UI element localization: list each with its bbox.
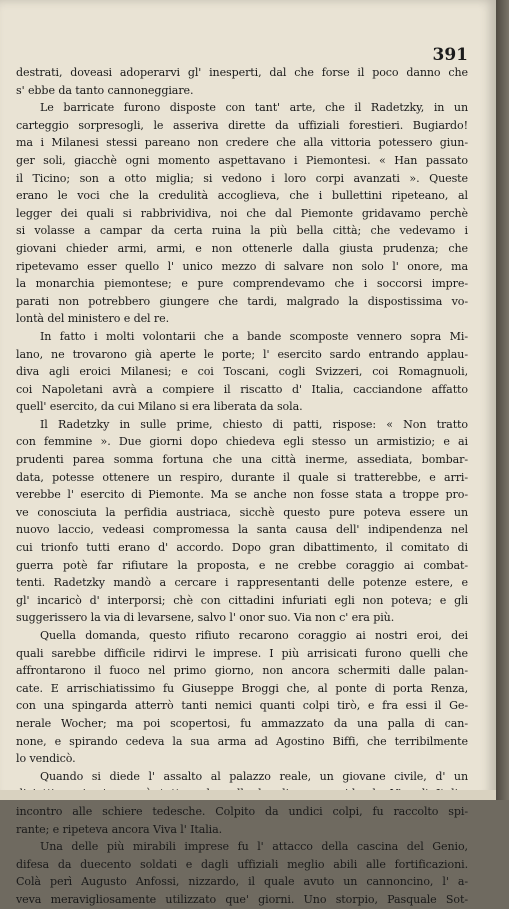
text-line: il Ticino; son a otto miglia; si vedono i loro corpi avanzati ». Queste <box>16 171 468 185</box>
text-line: Il Radetzky in sulle prime, chiesto di patti, rispose: « Non tratto <box>40 417 468 431</box>
text-line: none, e spirando cedeva la sua arma ad Agostino Biffi, che terribilmente <box>16 734 468 748</box>
text-line: lo vendicò. <box>16 752 76 766</box>
text-line: verebbe l' esercito di Piemonte. Ma se anche non fosse stata a troppe pro- <box>16 488 468 502</box>
text-line: difesa da duecento soldati e dagli uffiziali meglio abili alle fortificazioni. <box>16 857 468 871</box>
text-line: ve conosciuta la perfidia austriaca, sicchè questo pure poteva essere un <box>16 505 468 519</box>
text-line: cate. E arrischiatissimo fu Giuseppe Broggi che, al ponte di porta Renza, <box>16 681 468 695</box>
text-line: quell' esercito, da cui Milano si era liberata da sola. <box>16 400 303 414</box>
text-line: incontro alle schiere tedesche. Colpito da undici colpi, fu raccolto spi- <box>16 804 468 818</box>
text-line: ripetevamo esser quello l' unico mezzo di salvare non solo l' onore, ma <box>16 259 468 273</box>
text-line: prudenti parea somma fortuna che una città inerme, assediata, bombar- <box>16 453 468 467</box>
text-line: rante; e ripeteva ancora Viva l' Italia. <box>16 822 223 836</box>
text-line: Quella domanda, questo rifiuto recarono coraggio ai nostri eroi, dei <box>40 629 468 642</box>
text-line: suggerissero la via di levarsene, salvo l' onor suo. Via non c' era più. <box>16 611 395 625</box>
text-line: veva meravigliosamente utilizzato que' giorni. Uno storpio, Pasquale Sot- <box>16 892 468 906</box>
text-line: con una spingarda atterrò tanti nemici quanti colpi tirò, e fra essi il Ge- <box>16 699 468 713</box>
text-line: Le barricate furono disposte con tant' arte, che il Radetzky, in un <box>40 101 468 115</box>
text-line: parati non potrebbero giungere che tardi, malgrado la dispostissima vo- <box>16 294 468 308</box>
text-line: Quando si diede l' assalto al palazzo reale, un giovane civile, d' un <box>40 769 468 783</box>
text-line: ma i Milanesi stessi pareano non credere che alla vittoria potessero giun- <box>16 136 468 150</box>
text-line: legger dei quali si rabbrividiva, noi che dal Piemonte gridavamo perchè <box>16 206 468 220</box>
text-line: tenti. Radetzky mandò a cercare i rappresentanti delle potenze estere, e <box>16 576 468 590</box>
text-line: nuovo laccio, vedeasi compromessa la santa causa dell' indipendenza nel <box>16 523 468 537</box>
text-line: quali sarebbe difficile ridirvi le imprese. I più arrisicati furono quelli che <box>16 646 468 660</box>
text-line: erano le voci che la credulità accoglieva, che i bullettini ripeteano, al <box>16 189 468 203</box>
text-line: con femmine ». Due giorni dopo chiedeva egli stesso un armistizio; e ai <box>16 435 468 449</box>
binding-shadow <box>496 0 509 800</box>
text-line: In fatto i molti volontarii che a bande scomposte vennero sopra Mi- <box>40 329 468 343</box>
text-line: coi Napoletani avrà a compiere il riscatto d' Italia, cacciandone affatto <box>16 382 468 396</box>
text-line: lano, ne trovarono già aperte le porte; l' esercito sardo entrando applau- <box>16 347 468 361</box>
text-line: affrontarono il fuoco nel primo giorno, non ancora schermiti dalle palan- <box>16 664 468 678</box>
text-line: la monarchia piemontese; e pure comprendevamo che i soccorsi impre- <box>16 277 468 291</box>
text-line: ger soli, giacchè ogni momento aspettavano i Piemontesi. « Han passato <box>16 153 468 167</box>
text-line: carteggio sorpresogli, le asseriva dirette da uffiziali forestieri. Bugiardo! <box>16 118 468 132</box>
body-text <box>16 64 468 909</box>
text-line: s' ebbe da tanto cannoneggiare. <box>16 83 194 97</box>
text-line: diva agli eroici Milanesi; e coi Toscani, cogli Svizzeri, coi Romagnuoli, <box>16 365 468 379</box>
page-number: 391 <box>432 45 468 65</box>
text-line: nerale Wocher; ma poi scopertosi, fu ammazzato da una palla di can- <box>16 716 468 730</box>
page-bottom-edge <box>0 790 496 800</box>
text-line: Colà perì Augusto Anfossi, nizzardo, il quale avuto un cannoncino, l' a- <box>16 875 468 889</box>
text-line: guerra potè far rifiutare la proposta, e ne crebbe coraggio ai combat- <box>16 558 468 572</box>
text-line: data, potesse ottenere un respiro, durante il quale si tratterebbe, e arri- <box>16 470 468 484</box>
text-line: si volasse a campar da certa ruina la più bella città; che vedevamo i <box>16 224 468 238</box>
text-line: destrati, doveasi adoperarvi gl' inesperti, dal che forse il poco danno che <box>16 66 468 79</box>
text-line: giovani chieder armi, armi, e non ottenerle dalla giusta prudenza; che <box>16 241 468 255</box>
text-line: cui trionfo tutti erano d' accordo. Dopo gran dibattimento, il comitato di <box>16 541 468 555</box>
text-line: lontà del ministero e del re. <box>16 312 170 326</box>
text-line: Una delle più mirabili imprese fu l' attacco della cascina del Genio, <box>40 840 468 854</box>
text-line: gl' incaricò d' interporsi; chè con cittadini infuriati egli non poteva; e gli <box>16 593 468 607</box>
